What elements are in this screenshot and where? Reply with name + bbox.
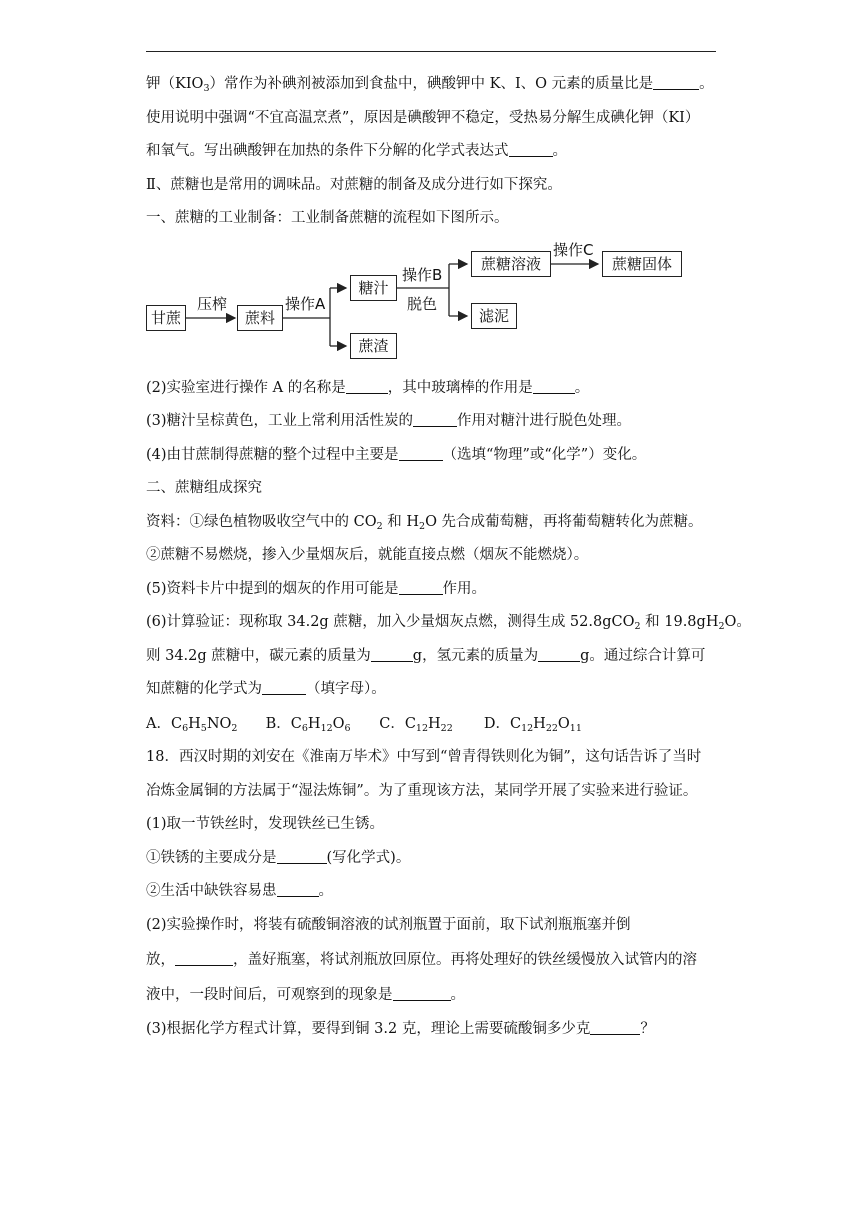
question-2: (2)实验室进行操作 A 的名称是 ，其中玻璃棒的作用是 。 (146, 380, 590, 396)
label-op-c: 操作C (553, 241, 594, 259)
question-18-3: (3)根据化学方程式计算，要得到铜 3.2 克，理论上需要硫酸铜多少克 ？ (146, 1021, 655, 1037)
blank[interactable] (175, 951, 233, 966)
box-tangzhi: 糖汁 (350, 275, 397, 301)
blank[interactable] (262, 680, 306, 695)
resource-1: 资料：①绿色植物吸收空气中的 $CO_2$ 和 $H_2O$ 先合成葡萄糖，再将葡萄糖转化为蔗糖。 (146, 514, 703, 532)
blank[interactable] (346, 379, 388, 394)
option-a[interactable]: A．$C_6H_5NO_2$ (146, 716, 238, 734)
question-6-options (146, 714, 726, 734)
blank[interactable] (371, 647, 413, 662)
question-18-2: (2)实验操作时，将装有硫酸铜溶液的试剂瓶置于面前，取下试剂瓶瓶塞并倒 (146, 917, 631, 933)
line-kio3-ratio: 钾$(KIO_3)$常作为补碘剂被添加到食盐中，碘酸钾中 K、I、O 元素的质量比是 。 (146, 76, 714, 94)
label-op-a: 操作A (285, 295, 326, 313)
box-rongye: 蔗糖溶液 (471, 251, 551, 277)
blank[interactable] (590, 1020, 640, 1035)
blank[interactable] (399, 446, 443, 461)
label-tuose: 脱色 (407, 295, 438, 313)
line-kio3-note: 使用说明中强调“不宜高温烹煮”，原因是碘酸钾不稳定，受热易分解生成碘化钾（KI） (146, 110, 700, 126)
question-18-2c: 液中，一段时间后，可观察到的现象是 。 (146, 987, 465, 1003)
question-18-1a: ①铁锈的主要成分是 (写化学式)。 (146, 850, 411, 866)
blank[interactable] (653, 75, 699, 90)
box-luni: 滤泥 (471, 303, 517, 329)
blank[interactable] (277, 882, 319, 897)
question-18-2b: 放， ，盖好瓶塞，将试剂瓶放回原位。再将处理好的铁丝缓慢放入试管内的溶 (146, 952, 697, 968)
sugar-flow-diagram (140, 236, 700, 366)
question-3: (3)糖汁呈棕黄色，工业上常利用活性炭的 作用对糖汁进行脱色处理。 (146, 413, 632, 429)
label-op-b: 操作B (402, 266, 443, 284)
question-18-1: (1)取一节铁丝时，发现铁丝已生锈。 (146, 816, 385, 832)
label-yazha: 压榨 (197, 295, 228, 313)
question-18-1b: ②生活中缺铁容易患 。 (146, 883, 333, 899)
blank[interactable] (399, 580, 443, 595)
option-d[interactable]: D．$C_{12}H_{22}O_{11}$ (483, 716, 582, 734)
option-c[interactable]: C．$C_{12}H_{22}$ (379, 716, 453, 734)
header-rule (146, 51, 716, 52)
question-6-mass: 则 34.2g 蔗糖中，碳元素的质量为 g，氢元素的质量为 g。通过综合计算可 (146, 648, 706, 664)
box-guti: 蔗糖固体 (602, 251, 682, 277)
resource-2: ②蔗糖不易燃烧，掺入少量烟灰后，就能直接点燃（烟灰不能燃烧）。 (146, 547, 589, 563)
blank[interactable] (413, 412, 457, 427)
blank[interactable] (538, 647, 580, 662)
blank[interactable] (509, 142, 553, 157)
option-b[interactable]: B．$C_6H_{12}O_6$ (265, 716, 351, 734)
box-zheliao: 蔗料 (237, 305, 283, 331)
section-ii-heading: Ⅱ、蔗糖也是常用的调味品。对蔗糖的制备及成分进行如下探究。 (146, 177, 562, 193)
question-18-intro-2: 冶炼金属铜的方法属于“湿法炼铜”。为了重现该方法，某同学开展了实验来进行验证。 (146, 783, 698, 799)
question-4: (4)由甘蔗制得蔗糖的整个过程中主要是 （选填“物理”或“化学”）变化。 (146, 447, 647, 463)
blank[interactable] (393, 986, 451, 1001)
line-kio3-equation: 和氧气。写出碘酸钾在加热的条件下分解的化学式表达式 。 (146, 143, 567, 159)
question-18-intro: 18．西汉时期的刘安在《淮南万毕术》中写到“曾青得铁则化为铜”，这句话告诉了当时 (146, 749, 702, 765)
question-5: (5)资料卡片中提到的烟灰的作用可能是 作用。 (146, 581, 487, 597)
section-two-heading: 二、蔗糖组成探究 (146, 480, 262, 496)
section-one-heading: 一、蔗糖的工业制备：工业制备蔗糖的流程如下图所示。 (146, 210, 509, 226)
question-6-formula: 知蔗糖的化学式为 （填字母）。 (146, 681, 386, 697)
box-ganzhe: 甘蔗 (146, 305, 186, 331)
blank[interactable] (533, 379, 575, 394)
box-zhezha: 蔗渣 (350, 333, 397, 359)
blank[interactable] (277, 849, 327, 864)
question-6: (6)计算验证：现称取 34.2g 蔗糖，加入少量烟灰点燃，测得生成 52.8gCO$_2$ 和 $19.8gH_2O$。 (146, 614, 751, 632)
